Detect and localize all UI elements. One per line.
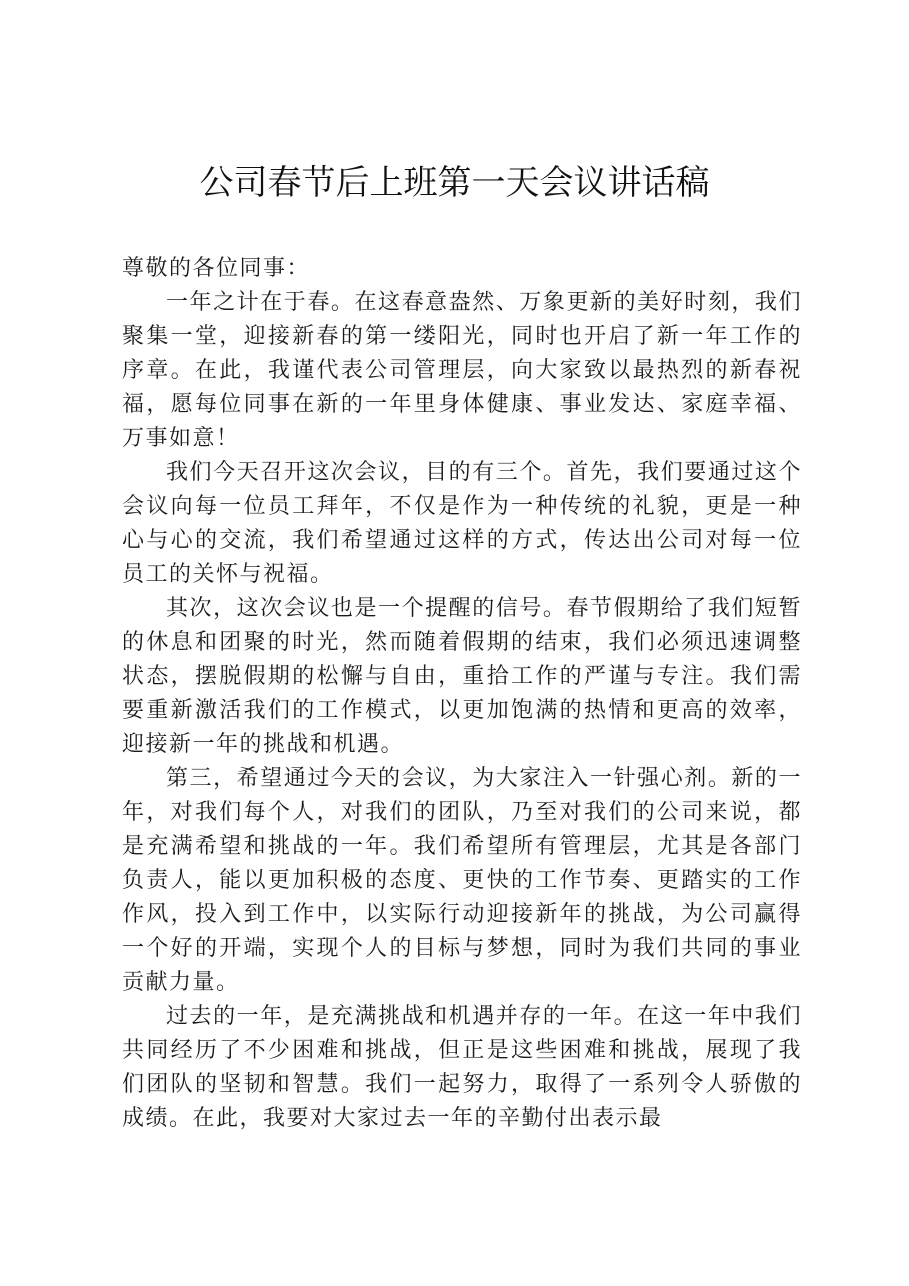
- paragraph-1: 一年之计在于春。在这春意盎然、万象更新的美好时刻，我们聚集一堂，迎接新春的第一缕阳光，同时也开启了新一年工作的序章。在此，我谨代表公司管理层，向大家致以最热烈的新春祝福，愿每位同事在新的一年里身体健康、事业发达、家庭幸福、万事如意！: [122, 290, 802, 451]
- document-body: [122, 252, 802, 1136]
- paragraph-5: 过去的一年，是充满挑战和机遇并存的一年。在这一年中我们共同经历了不少困难和挑战，但正是这些困难和挑战，展现了我们团队的坚韧和智慧。我们一起努力，取得了一系列令人骄傲的成绩。在此，我要对大家过去一年的辛勤付出表示最: [122, 1004, 802, 1131]
- paragraph-2: 我们今天召开这次会议，目的有三个。首先，我们要通过这个会议向每一位员工拜年，不仅是作为一种传统的礼貌，更是一种心与心的交流，我们希望通过这样的方式，传达出公司对每一位员工的关怀与祝福。: [122, 460, 802, 587]
- document-title: 公司春节后上班第一天会议讲话稿: [199, 163, 710, 203]
- paragraph-3: 其次，这次会议也是一个提醒的信号。春节假期给了我们短暂的休息和团聚的时光，然而随着假期的结束，我们必须迅速调整状态，摆脱假期的松懈与自由，重拾工作的严谨与专注。我们需要重新激活我们的工作模式，以更加饱满的热情和更高的效率，迎接新一年的挑战和机遇。: [122, 596, 802, 757]
- paragraph-4: 第三，希望通过今天的会议，为大家注入一针强心剂。新的一年，对我们每个人，对我们的团队，乃至对我们的公司来说，都是充满希望和挑战的一年。我们希望所有管理层，尤其是各部门负责人，能以更加积极的态度、更快的工作节奏、更踏实的工作作风，投入到工作中，以实际行动迎接新年的挑战，为公司赢得一个好的开端，实现个人的目标与梦想，同时为我们共同的事业贡献力量。: [122, 766, 802, 995]
- salutation: 尊敬的各位同事：: [122, 256, 311, 281]
